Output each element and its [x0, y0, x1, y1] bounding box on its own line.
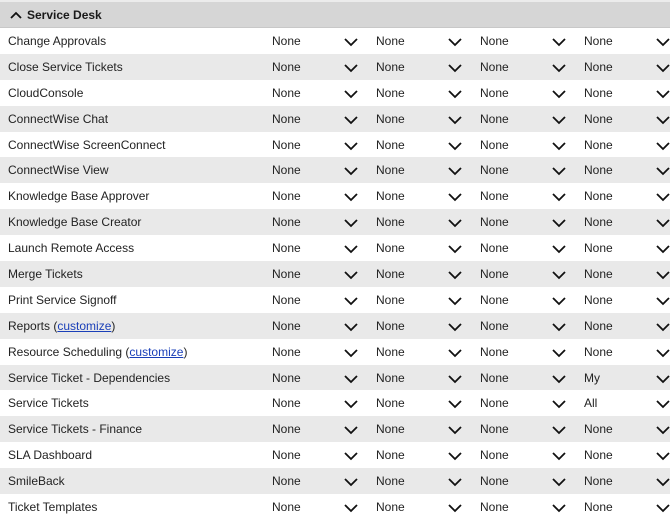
level-dropdown-3[interactable]: [480, 157, 566, 183]
chevron-down-icon[interactable]: [656, 347, 670, 357]
permission-label: Close Service Tickets: [8, 59, 123, 74]
dropdown-value: None: [376, 474, 405, 489]
chevron-down-icon[interactable]: [552, 140, 566, 150]
chevron-down-icon[interactable]: [448, 424, 462, 434]
dropdown-value: None: [272, 137, 301, 152]
chevron-down-icon[interactable]: [344, 269, 358, 279]
table-row: [0, 80, 670, 106]
dropdown-value: None: [584, 33, 613, 48]
permission-name: [8, 261, 83, 287]
level-dropdown-2[interactable]: [376, 54, 462, 80]
permission-label: SLA Dashboard: [8, 448, 93, 463]
level-dropdown-4[interactable]: [584, 390, 670, 416]
chevron-down-icon[interactable]: [448, 398, 462, 408]
chevron-down-icon[interactable]: [344, 88, 358, 98]
dropdown-value: None: [376, 85, 405, 100]
chevron-down-icon[interactable]: [656, 295, 670, 305]
table-row: [0, 183, 670, 209]
dropdown-value: None: [480, 85, 509, 100]
level-dropdown-2[interactable]: [376, 261, 462, 287]
chevron-down-icon[interactable]: [448, 62, 462, 72]
chevron-down-icon[interactable]: [448, 243, 462, 253]
permission-name: [8, 390, 89, 416]
dropdown-value: None: [584, 163, 613, 178]
chevron-down-icon[interactable]: [656, 140, 670, 150]
level-dropdown-4[interactable]: [584, 54, 670, 80]
chevron-down-icon[interactable]: [656, 191, 670, 201]
chevron-down-icon[interactable]: [344, 114, 358, 124]
chevron-down-icon[interactable]: [552, 424, 566, 434]
chevron-down-icon[interactable]: [344, 62, 358, 72]
chevron-down-icon[interactable]: [448, 476, 462, 486]
level-dropdown-2[interactable]: [376, 416, 462, 442]
dropdown-value: None: [480, 344, 509, 359]
dropdown-value: None: [480, 59, 509, 74]
permissions-table: [0, 28, 670, 520]
permission-label: Ticket Templates: [8, 499, 98, 514]
chevron-down-icon[interactable]: [656, 321, 670, 331]
permission-name: [8, 442, 92, 468]
chevron-down-icon[interactable]: [552, 114, 566, 124]
level-dropdown-2[interactable]: [376, 157, 462, 183]
table-row: [0, 261, 670, 287]
chevron-down-icon[interactable]: [448, 347, 462, 357]
chevron-down-icon[interactable]: [448, 269, 462, 279]
dropdown-value: None: [272, 344, 301, 359]
chevron-down-icon[interactable]: [344, 191, 358, 201]
dropdown-value: None: [272, 189, 301, 204]
permission-label: Knowledge Base Creator: [8, 215, 142, 230]
level-dropdown-4[interactable]: [584, 106, 670, 132]
permission-name: [8, 183, 149, 209]
level-dropdown-2[interactable]: [376, 209, 462, 235]
permission-name: [8, 132, 165, 158]
level-dropdown-1[interactable]: [272, 416, 358, 442]
level-dropdown-3[interactable]: [480, 209, 566, 235]
permission-name: [8, 106, 108, 132]
level-dropdown-4[interactable]: [584, 235, 670, 261]
level-dropdown-3[interactable]: [480, 287, 566, 313]
permission-label: Service Tickets: [8, 396, 89, 411]
dropdown-value: None: [272, 448, 301, 463]
dropdown-value: None: [272, 59, 301, 74]
chevron-down-icon[interactable]: [448, 165, 462, 175]
level-dropdown-3[interactable]: [480, 106, 566, 132]
level-dropdown-4[interactable]: [584, 468, 670, 494]
level-dropdown-2[interactable]: [376, 132, 462, 158]
dropdown-value: None: [480, 137, 509, 152]
dropdown-value: None: [376, 241, 405, 256]
chevron-down-icon[interactable]: [552, 398, 566, 408]
level-dropdown-3[interactable]: [480, 390, 566, 416]
permission-label-suffix: ): [111, 318, 116, 333]
permission-label: Change Approvals: [8, 33, 107, 48]
section-header-service-desk[interactable]: [0, 2, 670, 28]
dropdown-value: None: [376, 370, 405, 385]
table-row: [0, 209, 670, 235]
chevron-down-icon[interactable]: [656, 398, 670, 408]
chevron-down-icon[interactable]: [448, 217, 462, 227]
chevron-down-icon[interactable]: [344, 165, 358, 175]
chevron-down-icon[interactable]: [344, 243, 358, 253]
chevron-down-icon[interactable]: [344, 295, 358, 305]
dropdown-value: None: [480, 266, 509, 281]
customize-link[interactable]: customize: [57, 318, 112, 333]
level-dropdown-1[interactable]: [272, 313, 358, 339]
chevron-down-icon[interactable]: [552, 321, 566, 331]
dropdown-value: None: [376, 344, 405, 359]
chevron-down-icon[interactable]: [656, 217, 670, 227]
dropdown-value: None: [584, 499, 613, 514]
level-dropdown-1[interactable]: [272, 235, 358, 261]
chevron-down-icon[interactable]: [344, 373, 358, 383]
level-dropdown-1[interactable]: [272, 157, 358, 183]
permission-label: Service Ticket - Dependencies: [8, 370, 171, 385]
chevron-up-icon[interactable]: [9, 8, 23, 22]
chevron-down-icon[interactable]: [344, 140, 358, 150]
chevron-down-icon[interactable]: [448, 373, 462, 383]
dropdown-value: None: [272, 396, 301, 411]
level-dropdown-3[interactable]: [480, 80, 566, 106]
level-dropdown-4[interactable]: [584, 183, 670, 209]
permission-label: Merge Tickets: [8, 266, 83, 281]
dropdown-value: None: [272, 474, 301, 489]
level-dropdown-3[interactable]: [480, 468, 566, 494]
dropdown-value: None: [376, 163, 405, 178]
chevron-down-icon[interactable]: [344, 450, 358, 460]
dropdown-value: None: [272, 85, 301, 100]
level-dropdown-1[interactable]: [272, 209, 358, 235]
level-dropdown-1[interactable]: [272, 468, 358, 494]
chevron-down-icon[interactable]: [344, 398, 358, 408]
level-dropdown-2[interactable]: [376, 390, 462, 416]
chevron-down-icon[interactable]: [448, 114, 462, 124]
level-dropdown-3[interactable]: [480, 494, 566, 520]
level-dropdown-2[interactable]: [376, 494, 462, 520]
dropdown-value: None: [376, 422, 405, 437]
permission-label-suffix: ): [183, 344, 188, 359]
permission-label: CloudConsole: [8, 85, 84, 100]
dropdown-value: None: [584, 215, 613, 230]
chevron-down-icon[interactable]: [344, 321, 358, 331]
chevron-down-icon[interactable]: [552, 476, 566, 486]
dropdown-value: None: [376, 499, 405, 514]
dropdown-value: All: [584, 396, 598, 411]
level-dropdown-3[interactable]: [480, 261, 566, 287]
dropdown-value: None: [376, 448, 405, 463]
table-row: [0, 106, 670, 132]
permission-name: [8, 339, 187, 365]
chevron-down-icon[interactable]: [552, 373, 566, 383]
chevron-down-icon[interactable]: [448, 450, 462, 460]
level-dropdown-4[interactable]: [584, 339, 670, 365]
permission-name: [8, 80, 83, 106]
level-dropdown-1[interactable]: [272, 287, 358, 313]
chevron-down-icon[interactable]: [552, 450, 566, 460]
level-dropdown-2[interactable]: [376, 80, 462, 106]
level-dropdown-1[interactable]: [272, 80, 358, 106]
level-dropdown-4[interactable]: [584, 442, 670, 468]
chevron-down-icon[interactable]: [448, 140, 462, 150]
dropdown-value: None: [480, 292, 509, 307]
level-dropdown-3[interactable]: [480, 339, 566, 365]
dropdown-value: None: [376, 59, 405, 74]
dropdown-value: None: [480, 370, 509, 385]
dropdown-value: None: [376, 396, 405, 411]
dropdown-value: None: [376, 266, 405, 281]
dropdown-value: None: [480, 241, 509, 256]
table-row: [0, 54, 670, 80]
level-dropdown-3[interactable]: [480, 132, 566, 158]
permission-label: Launch Remote Access: [8, 241, 135, 256]
dropdown-value: None: [272, 422, 301, 437]
chevron-down-icon[interactable]: [656, 88, 670, 98]
permission-label: ConnectWise ScreenConnect: [8, 137, 166, 152]
level-dropdown-3[interactable]: [480, 365, 566, 391]
level-dropdown-4[interactable]: [584, 416, 670, 442]
chevron-down-icon[interactable]: [656, 243, 670, 253]
chevron-down-icon[interactable]: [656, 476, 670, 486]
chevron-down-icon[interactable]: [344, 217, 358, 227]
dropdown-value: None: [376, 215, 405, 230]
dropdown-value: None: [376, 137, 405, 152]
dropdown-value: None: [480, 215, 509, 230]
dropdown-value: None: [480, 422, 509, 437]
dropdown-value: None: [480, 396, 509, 411]
table-row: [0, 28, 670, 54]
dropdown-value: None: [272, 292, 301, 307]
chevron-down-icon[interactable]: [552, 295, 566, 305]
level-dropdown-3[interactable]: [480, 442, 566, 468]
level-dropdown-2[interactable]: [376, 339, 462, 365]
dropdown-value: None: [584, 85, 613, 100]
permission-name: [8, 494, 97, 520]
dropdown-value: My: [584, 370, 600, 385]
chevron-down-icon[interactable]: [552, 347, 566, 357]
dropdown-value: None: [272, 370, 301, 385]
permission-name: [8, 54, 123, 80]
permission-name: [8, 235, 134, 261]
chevron-down-icon[interactable]: [344, 36, 358, 46]
dropdown-value: None: [376, 111, 405, 126]
level-dropdown-4[interactable]: [584, 494, 670, 520]
chevron-down-icon[interactable]: [448, 191, 462, 201]
chevron-down-icon[interactable]: [552, 217, 566, 227]
chevron-down-icon[interactable]: [448, 502, 462, 512]
level-dropdown-3[interactable]: [480, 313, 566, 339]
permission-name: [8, 287, 117, 313]
level-dropdown-1[interactable]: [272, 494, 358, 520]
dropdown-value: None: [272, 111, 301, 126]
level-dropdown-4[interactable]: [584, 287, 670, 313]
level-dropdown-1[interactable]: [272, 442, 358, 468]
dropdown-value: None: [584, 318, 613, 333]
chevron-down-icon[interactable]: [552, 243, 566, 253]
permission-label: Print Service Signoff: [8, 292, 117, 307]
level-dropdown-4[interactable]: [584, 157, 670, 183]
level-dropdown-2[interactable]: [376, 313, 462, 339]
permission-name: [8, 416, 142, 442]
chevron-down-icon[interactable]: [448, 88, 462, 98]
table-row: [0, 442, 670, 468]
level-dropdown-3[interactable]: [480, 183, 566, 209]
permission-name: [8, 157, 109, 183]
dropdown-value: None: [584, 292, 613, 307]
level-dropdown-4[interactable]: [584, 28, 670, 54]
table-row: [0, 416, 670, 442]
level-dropdown-1[interactable]: [272, 132, 358, 158]
table-row: [0, 339, 670, 365]
level-dropdown-4[interactable]: [584, 80, 670, 106]
chevron-down-icon[interactable]: [656, 36, 670, 46]
section-title: Service Desk: [27, 7, 102, 22]
permission-label: SmileBack: [8, 474, 65, 489]
level-dropdown-1[interactable]: [272, 28, 358, 54]
dropdown-value: None: [376, 189, 405, 204]
table-row: [0, 494, 670, 520]
chevron-down-icon[interactable]: [552, 62, 566, 72]
level-dropdown-2[interactable]: [376, 468, 462, 494]
dropdown-value: None: [376, 292, 405, 307]
chevron-down-icon[interactable]: [656, 269, 670, 279]
chevron-down-icon[interactable]: [552, 191, 566, 201]
level-dropdown-4[interactable]: [584, 261, 670, 287]
level-dropdown-1[interactable]: [272, 106, 358, 132]
level-dropdown-1[interactable]: [272, 339, 358, 365]
dropdown-value: None: [480, 499, 509, 514]
level-dropdown-2[interactable]: [376, 106, 462, 132]
table-row: [0, 287, 670, 313]
dropdown-value: None: [584, 422, 613, 437]
chevron-down-icon[interactable]: [552, 165, 566, 175]
level-dropdown-2[interactable]: [376, 235, 462, 261]
table-row: [0, 313, 670, 339]
chevron-down-icon[interactable]: [344, 424, 358, 434]
chevron-down-icon[interactable]: [656, 502, 670, 512]
chevron-down-icon[interactable]: [552, 88, 566, 98]
permission-name: [8, 468, 65, 494]
dropdown-value: None: [584, 189, 613, 204]
table-row: [0, 365, 670, 391]
level-dropdown-1[interactable]: [272, 54, 358, 80]
level-dropdown-2[interactable]: [376, 442, 462, 468]
chevron-down-icon[interactable]: [448, 321, 462, 331]
dropdown-value: None: [376, 318, 405, 333]
chevron-down-icon[interactable]: [656, 450, 670, 460]
dropdown-value: None: [272, 33, 301, 48]
level-dropdown-4[interactable]: [584, 132, 670, 158]
chevron-down-icon[interactable]: [656, 373, 670, 383]
chevron-down-icon[interactable]: [448, 36, 462, 46]
dropdown-value: None: [272, 163, 301, 178]
permission-label: ConnectWise Chat: [8, 111, 109, 126]
level-dropdown-3[interactable]: [480, 28, 566, 54]
level-dropdown-3[interactable]: [480, 235, 566, 261]
permission-label: Reports (: [8, 318, 58, 333]
dropdown-value: None: [480, 448, 509, 463]
dropdown-value: None: [584, 266, 613, 281]
dropdown-value: None: [480, 33, 509, 48]
chevron-down-icon[interactable]: [552, 269, 566, 279]
dropdown-value: None: [272, 318, 301, 333]
chevron-down-icon[interactable]: [656, 424, 670, 434]
dropdown-value: None: [480, 111, 509, 126]
dropdown-value: None: [376, 33, 405, 48]
dropdown-value: None: [480, 163, 509, 178]
dropdown-value: None: [584, 344, 613, 359]
chevron-down-icon[interactable]: [344, 347, 358, 357]
level-dropdown-1[interactable]: [272, 390, 358, 416]
level-dropdown-1[interactable]: [272, 365, 358, 391]
table-row: [0, 132, 670, 158]
permission-label: Knowledge Base Approver: [8, 189, 150, 204]
permission-label: Service Tickets - Finance: [8, 422, 143, 437]
table-row: [0, 157, 670, 183]
level-dropdown-2[interactable]: [376, 287, 462, 313]
table-row: [0, 390, 670, 416]
table-row: [0, 468, 670, 494]
permission-name: [8, 209, 141, 235]
dropdown-value: None: [480, 474, 509, 489]
chevron-down-icon[interactable]: [552, 502, 566, 512]
chevron-down-icon[interactable]: [656, 62, 670, 72]
dropdown-value: None: [584, 448, 613, 463]
chevron-down-icon[interactable]: [656, 165, 670, 175]
permission-name: [8, 365, 170, 391]
permission-name: [8, 28, 106, 54]
dropdown-value: None: [272, 215, 301, 230]
dropdown-value: None: [272, 499, 301, 514]
level-dropdown-4[interactable]: [584, 209, 670, 235]
dropdown-value: None: [584, 137, 613, 152]
chevron-down-icon[interactable]: [344, 502, 358, 512]
dropdown-value: None: [584, 111, 613, 126]
dropdown-value: None: [584, 59, 613, 74]
level-dropdown-2[interactable]: [376, 183, 462, 209]
chevron-down-icon[interactable]: [448, 295, 462, 305]
permission-name: [8, 313, 115, 339]
permission-label: ConnectWise View: [8, 163, 109, 178]
chevron-down-icon[interactable]: [552, 36, 566, 46]
dropdown-value: None: [272, 241, 301, 256]
permission-label: Resource Scheduling (: [8, 344, 130, 359]
dropdown-value: None: [584, 241, 613, 256]
level-dropdown-1[interactable]: [272, 261, 358, 287]
chevron-down-icon[interactable]: [656, 114, 670, 124]
dropdown-value: None: [272, 266, 301, 281]
customize-link[interactable]: customize: [129, 344, 184, 359]
level-dropdown-2[interactable]: [376, 365, 462, 391]
dropdown-value: None: [480, 189, 509, 204]
level-dropdown-1[interactable]: [272, 183, 358, 209]
level-dropdown-2[interactable]: [376, 28, 462, 54]
dropdown-value: None: [480, 318, 509, 333]
table-row: [0, 235, 670, 261]
level-dropdown-4[interactable]: [584, 365, 670, 391]
level-dropdown-3[interactable]: [480, 416, 566, 442]
dropdown-value: None: [584, 474, 613, 489]
level-dropdown-3[interactable]: [480, 54, 566, 80]
level-dropdown-4[interactable]: [584, 313, 670, 339]
chevron-down-icon[interactable]: [344, 476, 358, 486]
